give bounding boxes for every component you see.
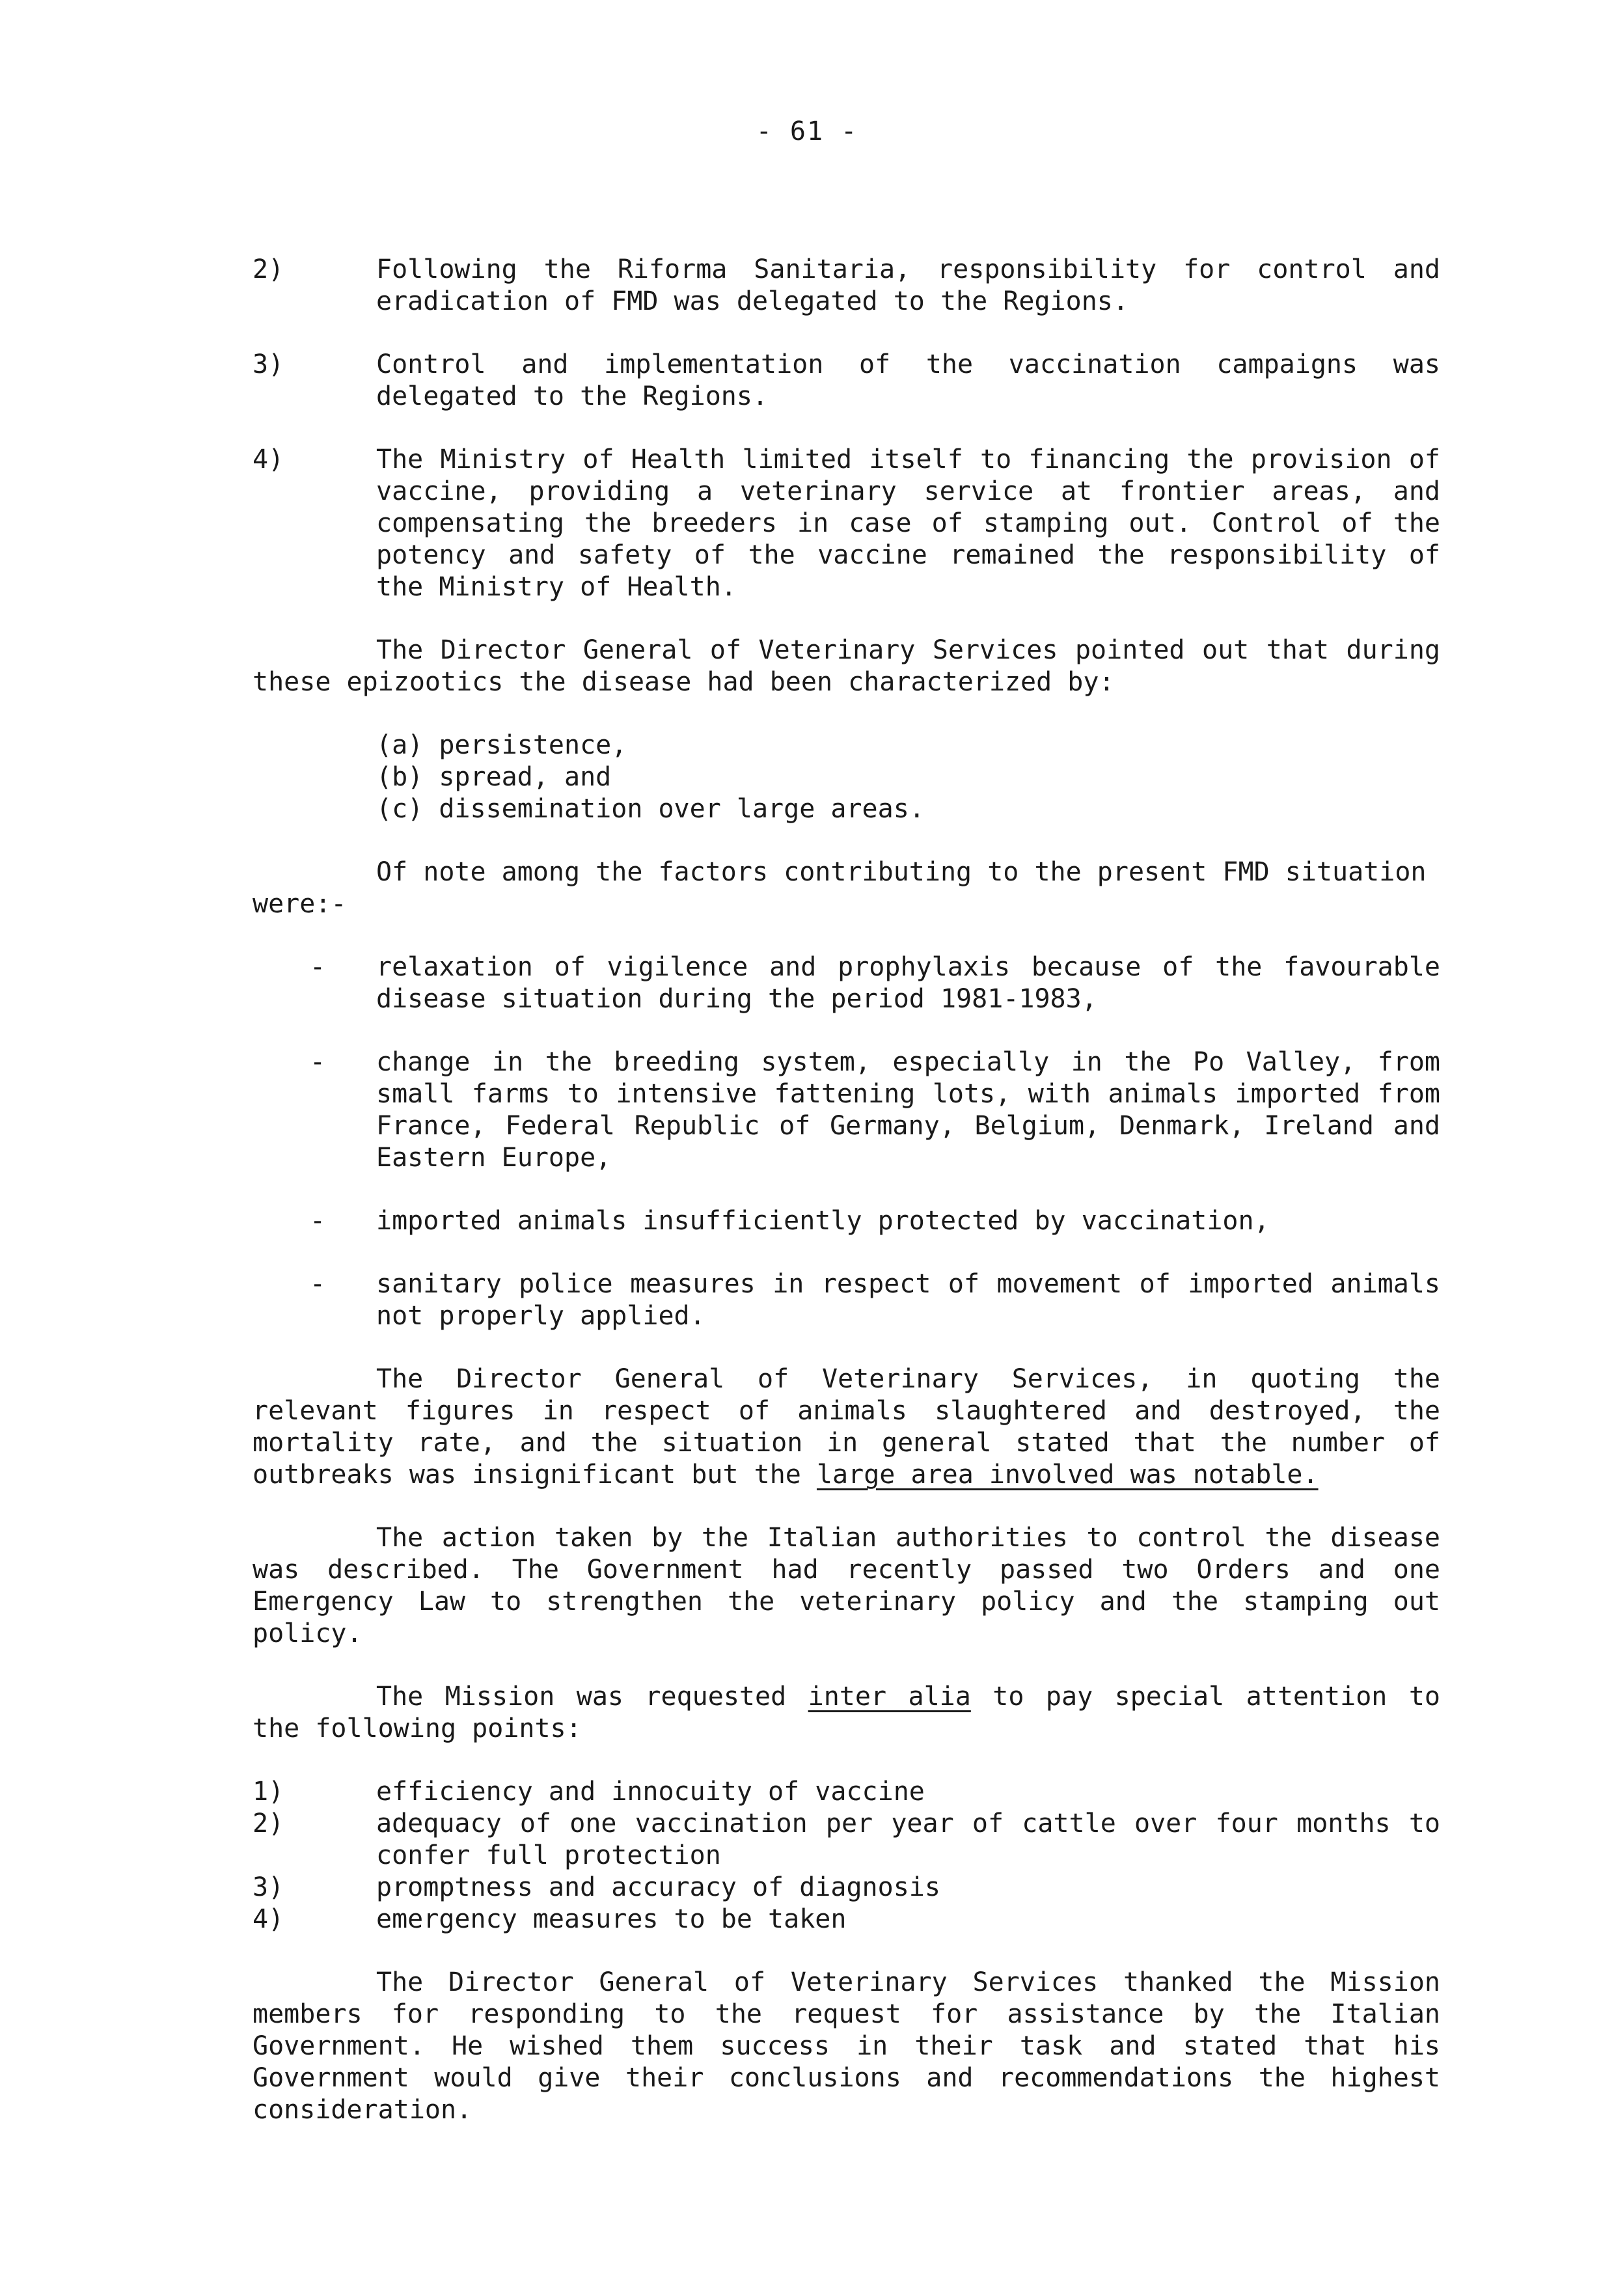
item-text: emergency measures to be taken (376, 1904, 847, 1934)
numbered-item (253, 1808, 1440, 1872)
factor-text: imported animals insufficiently protected by vaccination, (376, 1206, 1270, 1236)
numbered-item (253, 1872, 1440, 1904)
paragraph-text: to pay special attention to the following points: (253, 1682, 1441, 1743)
factors-intro-line: were:- (253, 889, 347, 919)
factors-intro-line: Of note among the factors contributing to the present FMD situation (376, 857, 1427, 887)
factor-text: sanitary police measures in respect of movement of imported animals not properly applied. (376, 1269, 1440, 1331)
numbered-item (253, 1776, 1440, 1808)
points-list (253, 1776, 1440, 1935)
paragraph-mission-request (253, 1681, 1440, 1745)
item-number: 1) (253, 1777, 284, 1807)
dash-bullet: - (310, 1047, 326, 1077)
list-item: (a) persistence, (376, 730, 627, 760)
page-body (253, 254, 1440, 2157)
item-text: Control and implementation of the vaccination campaigns was delegated to the Regions. (376, 349, 1440, 411)
item-text: The Ministry of Health limited itself to financing the provision of vaccine, providing a veterinary service at frontier areas, and compensating the breeders in case of stamping out. Control of the potency and safety of the vaccine remained the responsibility of the Ministry of Health. (376, 444, 1440, 602)
item-number: 4) (253, 444, 284, 474)
item-number: 4) (253, 1904, 284, 1934)
paragraph-action-taken: The action taken by the Italian authorities to control the disease was described. The Government had recently passed two Orders and one Emergency Law to strengthen the veterinary policy and the stamping out policy. (253, 1523, 1440, 1648)
item-text: promptness and accuracy of diagnosis (376, 1872, 940, 1902)
item-number: 2) (253, 254, 284, 284)
item-text: efficiency and innocuity of vaccine (376, 1777, 925, 1807)
item-text: Following the Riforma Sanitaria, responsibility for control and eradication of FMD was delegated to the Regions. (376, 254, 1440, 316)
list-item: (c) dissemination over large areas. (376, 794, 925, 824)
underlined-text: inter alia (808, 1682, 971, 1712)
numbered-item (253, 444, 1440, 603)
characteristics-list (253, 730, 1440, 825)
page-number: - 61 - (756, 116, 858, 146)
paragraph-text: The Director General of Veterinary Services, in quoting the relevant figures in respect of animals slaughtered and destroyed, the mortality rate, and the situation in general stated that the number of outbreaks was insignificant but the (253, 1364, 1440, 1490)
paragraph-closing: The Director General of Veterinary Services thanked the Mission members for responding to the request for assistance by the Italian Government. He wished them success in their task and stated that his Government would give their conclusions and recommendations the highest consideration. (253, 1967, 1440, 2125)
factor-item (253, 951, 1440, 1015)
paragraph-factors-intro (253, 856, 1440, 920)
numbered-item (253, 1904, 1440, 1935)
factor-text: relaxation of vigilence and prophylaxis because of the favourable disease situation during the period 1981-1983, (376, 952, 1440, 1014)
factor-text: change in the breeding system, especially in the Po Valley, from small farms to intensive fattening lots, with animals imported from France, Federal Republic of Germany, Belgium, Denmark, Ireland and Eastern Europe, (376, 1047, 1440, 1173)
numbered-item (253, 349, 1440, 413)
factor-item (253, 1268, 1440, 1332)
dash-bullet: - (310, 1269, 326, 1299)
underlined-text: large area involved was notable. (816, 1460, 1319, 1490)
paragraph-director-characterization: The Director General of Veterinary Services pointed out that during these epizootics the disease had been characterized by: (253, 635, 1440, 697)
dash-bullet: - (310, 1206, 326, 1236)
paragraph-director-figures (253, 1363, 1440, 1491)
item-number: 3) (253, 349, 284, 379)
factor-item (253, 1046, 1440, 1174)
factor-item (253, 1205, 1440, 1237)
item-text: adequacy of one vaccination per year of cattle over four months to confer full protection (376, 1809, 1440, 1870)
paragraph-text: The Mission was requested (376, 1682, 808, 1712)
list-item: (b) spread, and (376, 762, 612, 792)
item-number: 2) (253, 1809, 284, 1838)
numbered-item (253, 254, 1440, 318)
item-number: 3) (253, 1872, 284, 1902)
dash-bullet: - (310, 952, 326, 982)
